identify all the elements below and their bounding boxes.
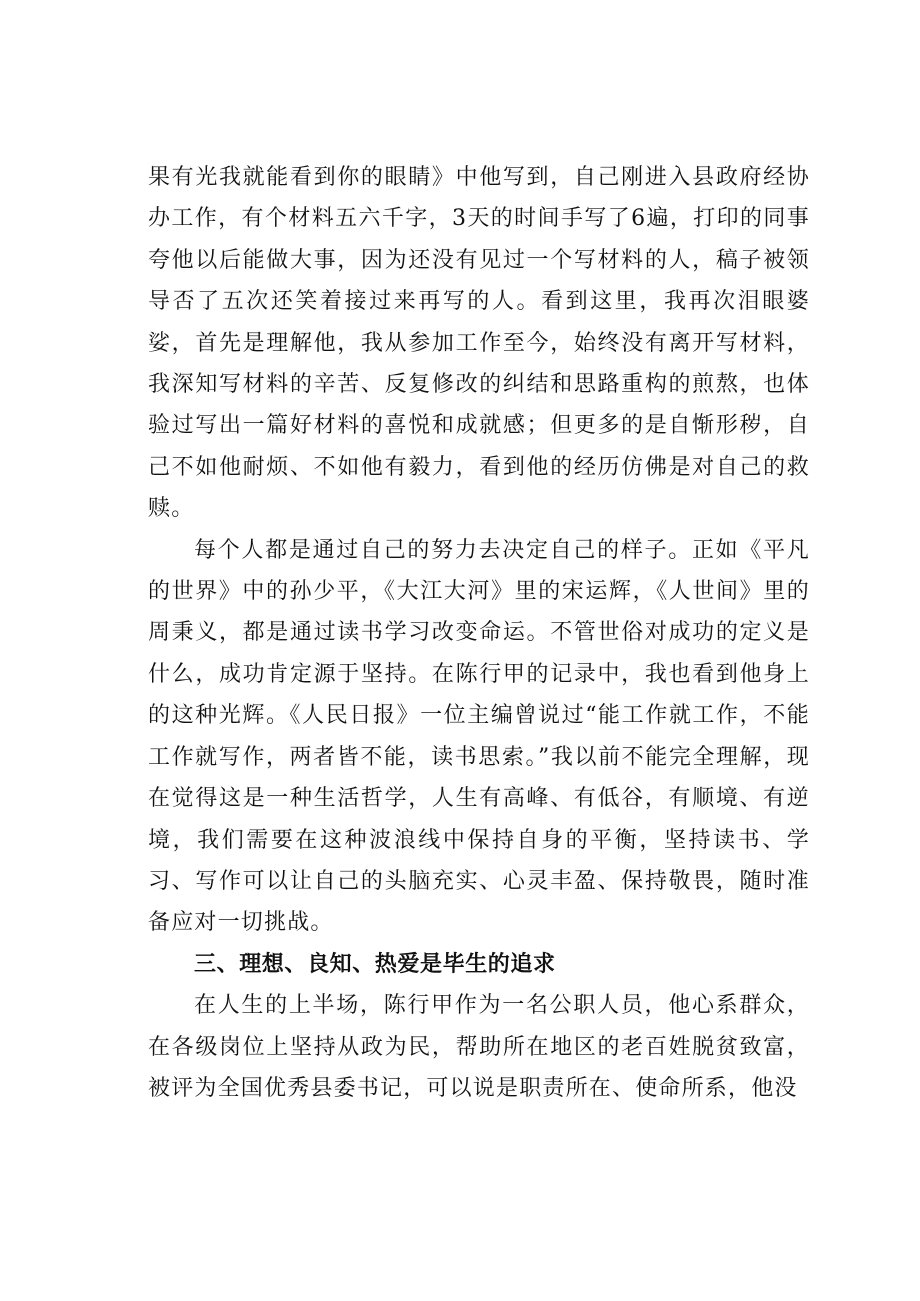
- section-heading: 三、理想、良知、热爱是毕生的追求: [194, 951, 556, 977]
- body-paragraph-1: 果有光我就能看到你的眼睛》中他写到，自己刚进入县政府经协办工作，有个材料五六千字，3天的时间手写了6遍，打印的同事夸他以后能做大事，因为还没有见过一个写材料的人，稿子被领导否了五次还笑着接过来再写的人。看到这里，我再次泪眼婆娑，首先是理解他，我从参加工作至今，始终没有离开写材料，我深知写材料的辛苦、反复修改的纠结和思路重构的煎熬，也体验过写出一篇好材料的喜悦和成就感；但更多的是自惭形秽，自己不如他耐烦、不如他有毅力，看到他的经历仿佛是对自己的救赎。: [148, 165, 810, 522]
- body-paragraph-3: 在人生的上半场，陈行甲作为一名公职人员，他心系群众，在各级岗位上坚持从政为民，帮助所在地区的老百姓脱贫致富，被评为全国优秀县委书记，可以说是职责所在、使命所系，他没: [148, 993, 810, 1101]
- document-page: [148, 157, 810, 1109]
- body-paragraph-2: 每个人都是通过自己的努力去决定自己的样子。正如《平凡的世界》中的孙少平，《大江大河》里的宋运辉，《人世间》里的周秉义，都是通过读书学习改变命运。不管世俗对成功的定义是什么，成功肯定源于坚持。在陈行甲的记录中，我也看到他身上的这种光辉。《人民日报》一位主编曾说过“能工作就工作，不能工作就写作，两者皆不能，读书思索。”我以前不能完全理解，现在觉得这是一种生活哲学，人生有高峰、有低谷，有顺境、有逆境，我们需要在这种波浪线中保持自身的平衡，坚持读书、学习、写作可以让自己的头脑充实、心灵丰盈、保持敬畏，随时准备应对一切挑战。: [148, 537, 810, 936]
